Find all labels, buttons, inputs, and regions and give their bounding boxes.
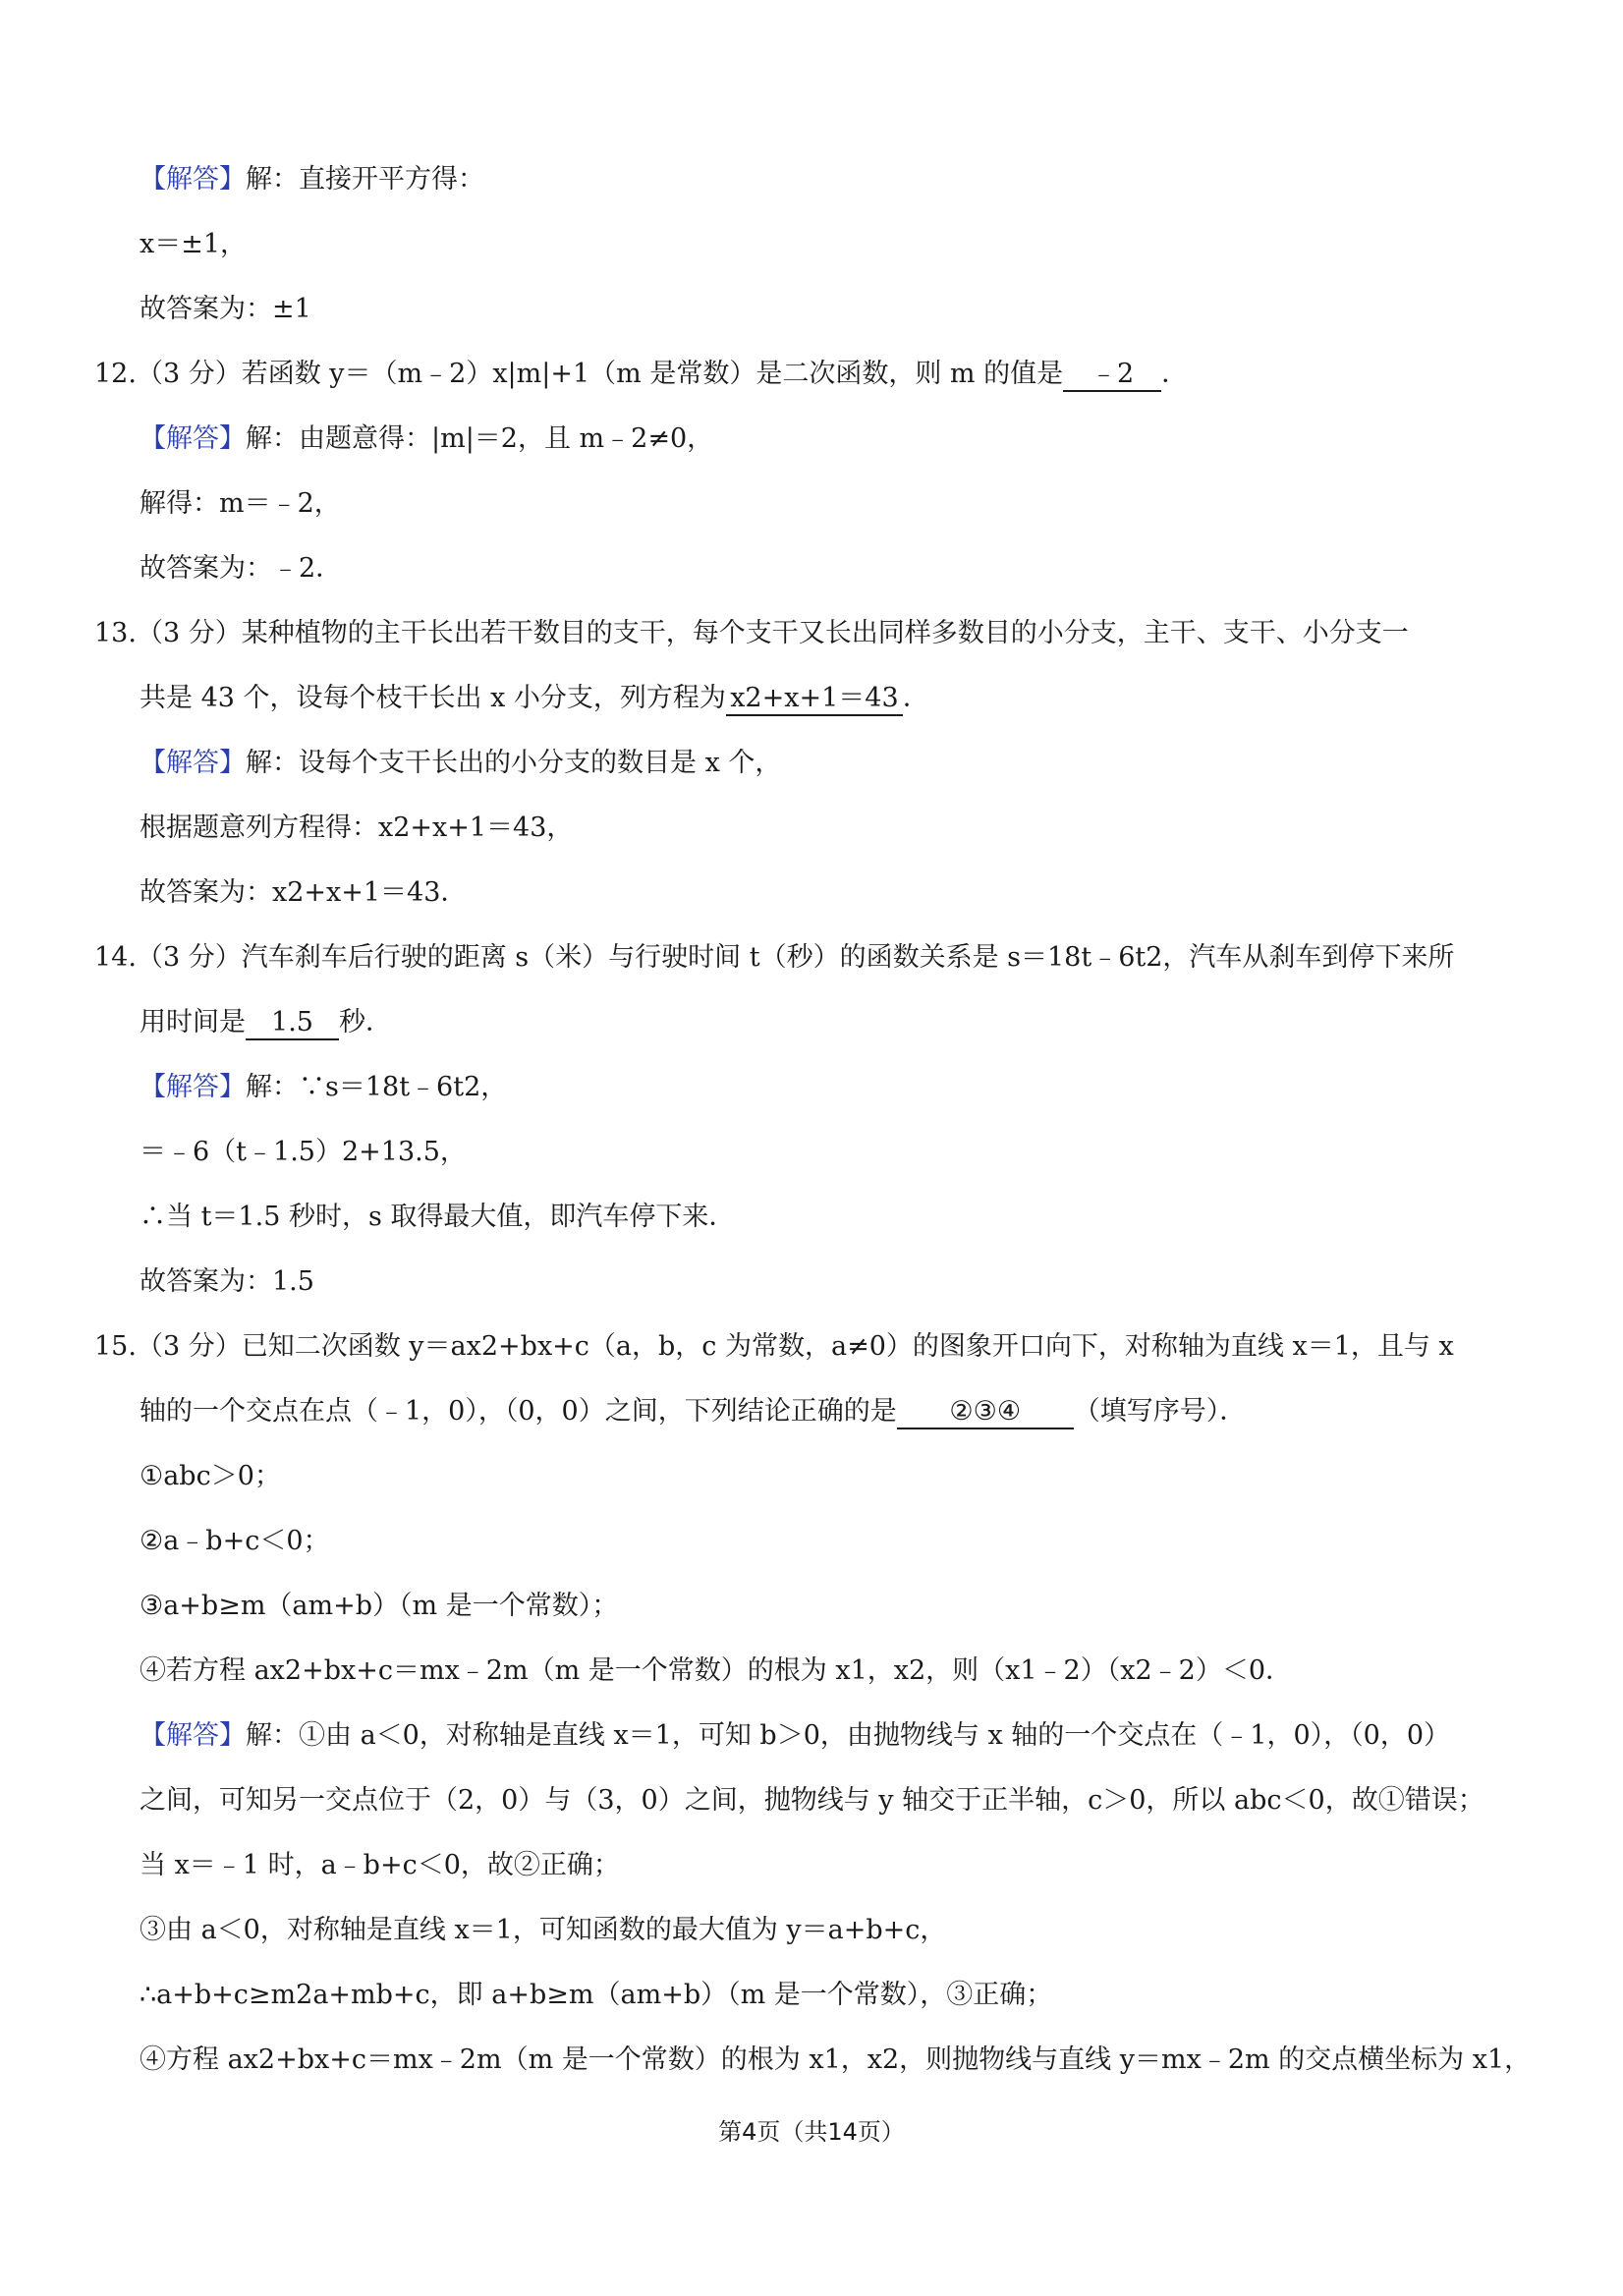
question-text: 轴的一个交点在点（﹣1，0），（0，0）之间，下列结论正确的是: [140, 1396, 897, 1427]
answer-tag: 【解答】: [140, 1072, 246, 1102]
text-line: [140, 1524, 330, 1559]
question-text: 12.（3 分）若函数 y＝（m﹣2）x|m|+1（m 是常数）是二次函数，则 m 的值是: [94, 359, 1064, 389]
line-text: ∴当 t＝1.5 秒时，s 取得最大值，即汽车停下来．: [140, 1202, 736, 1232]
answer-blank: ﹣2: [1063, 359, 1161, 392]
text-line: [140, 551, 342, 587]
line-text: 故答案为：1.5: [140, 1266, 314, 1297]
text-line: [140, 811, 573, 846]
line-text: 解：直接开平方得：: [246, 164, 484, 195]
line-text: 解：∵s＝18t﹣6t2，: [246, 1072, 508, 1102]
answer-tag: 【解答】: [140, 1720, 246, 1751]
line-text: ＝﹣6（t﹣1.5）2+13.5，: [140, 1137, 467, 1167]
line-text: 解：设每个支干长出的小分支的数目是 x 个，: [246, 748, 782, 778]
text-line: [140, 1589, 618, 1624]
text-line: [140, 1718, 1450, 1754]
text-line: [140, 486, 341, 522]
question-text-end: ．: [902, 683, 929, 713]
text-line: [140, 1135, 467, 1170]
text-line: [140, 1653, 1292, 1689]
line-text: 解：①由 a＜0，对称轴是直线 x＝1，可知 b＞0，由抛物线与 x 轴的一个交点在（﹣1，0），（0，0）: [246, 1720, 1450, 1751]
text-line: [140, 1978, 1052, 2013]
text-line: [140, 875, 467, 911]
line-text: 故答案为：﹣2．: [140, 553, 343, 584]
text-line: [140, 1200, 735, 1235]
line-text: ③由 a＜0，对称轴是直线 x＝1，可知函数的最大值为 y＝a+b+c，: [140, 1915, 947, 1945]
question-text-end: 秒．: [339, 1007, 392, 1037]
line-text: x＝±1，: [140, 229, 248, 259]
line-text: 13.（3 分）某种植物的主干长出若干数目的支干，每个支干又长出同样多数目的小分支，主干、支干、小分支一: [94, 618, 1409, 648]
line-text: 根据题意列方程得：x2+x+1＝43，: [140, 812, 574, 843]
text-line: [140, 1394, 1246, 1429]
answer-tag: 【解答】: [140, 423, 246, 454]
question-text-end: ．: [1161, 359, 1189, 389]
text-line: [140, 1005, 392, 1040]
question-text-end: （填写序号）．: [1073, 1396, 1247, 1427]
line-text: 15.（3 分）已知二次函数 y＝ax2+bx+c（a，b，c 为常数，a≠0）的图象开口向下，对称轴为直线 x＝1，且与 x: [94, 1331, 1454, 1362]
text-line: [140, 681, 929, 716]
line-text: ④若方程 ax2+bx+c＝mx﹣2m（m 是一个常数）的根为 x1，x2，则（x1﹣2）（x2﹣2）＜0．: [140, 1655, 1292, 1686]
text-line: [140, 1070, 507, 1105]
line-text: 故答案为：±1: [140, 294, 311, 324]
line-text: ④方程 ax2+bx+c＝mx﹣2m（m 是一个常数）的根为 x1，x2，则抛物线与直线 y＝mx﹣2m 的交点横坐标为 x1，: [140, 2044, 1532, 2075]
text-line: [140, 227, 247, 262]
question-text: 用时间是: [140, 1007, 246, 1037]
text-line: [94, 357, 1188, 392]
text-line: [140, 162, 484, 197]
answer-blank: x2+x+1＝43: [726, 683, 903, 716]
answer-blank: ②③④: [897, 1396, 1074, 1429]
answer-blank: 1.5: [246, 1007, 339, 1040]
text-line: [140, 421, 713, 457]
line-text: ③a+b≥m（am+b）（m 是一个常数）；: [140, 1591, 619, 1621]
line-text: 故答案为：x2+x+1＝43．: [140, 877, 468, 908]
text-line: [140, 292, 311, 327]
text-line: [94, 940, 1454, 976]
line-text: 解：由题意得：|m|＝2，且 m﹣2≠0，: [246, 423, 714, 454]
text-line: [94, 616, 1409, 651]
text-line: [140, 1783, 1484, 1819]
line-text: 当 x＝﹣1 时，a﹣b+c＜0，故②正确；: [140, 1850, 620, 1880]
line-text: 解得：m＝﹣2，: [140, 488, 341, 519]
line-text: 之间，可知另一交点位于（2，0）与（3，0）之间，抛物线与 y 轴交于正半轴，c＞0，所以 abc＜0，故①错误；: [140, 1785, 1484, 1816]
line-text: ②a﹣b+c＜0；: [140, 1526, 330, 1556]
text-line: [94, 1329, 1454, 1365]
text-line: [140, 746, 781, 781]
text-line: [140, 2043, 1531, 2078]
answer-tag: 【解答】: [140, 164, 246, 195]
page-footer: 第4页（共14页）: [718, 2118, 905, 2146]
text-line: [140, 1264, 314, 1300]
question-text: 共是 43 个，设每个枝干长出 x 小分支，列方程为: [140, 683, 726, 713]
line-text: 14.（3 分）汽车刹车后行驶的距离 s（米）与行驶时间 t（秒）的函数关系是 s＝18t﹣6t2，汽车从刹车到停下来所: [94, 942, 1455, 973]
line-text: ①abc＞0；: [140, 1461, 281, 1491]
text-line: [140, 1848, 620, 1883]
text-line: [140, 1913, 946, 1948]
line-text: ∴a+b+c≥m2a+mb+c，即 a+b≥m（am+b）（m 是一个常数），③正确；: [140, 1980, 1053, 2010]
text-line: [140, 1459, 281, 1494]
answer-tag: 【解答】: [140, 748, 246, 778]
